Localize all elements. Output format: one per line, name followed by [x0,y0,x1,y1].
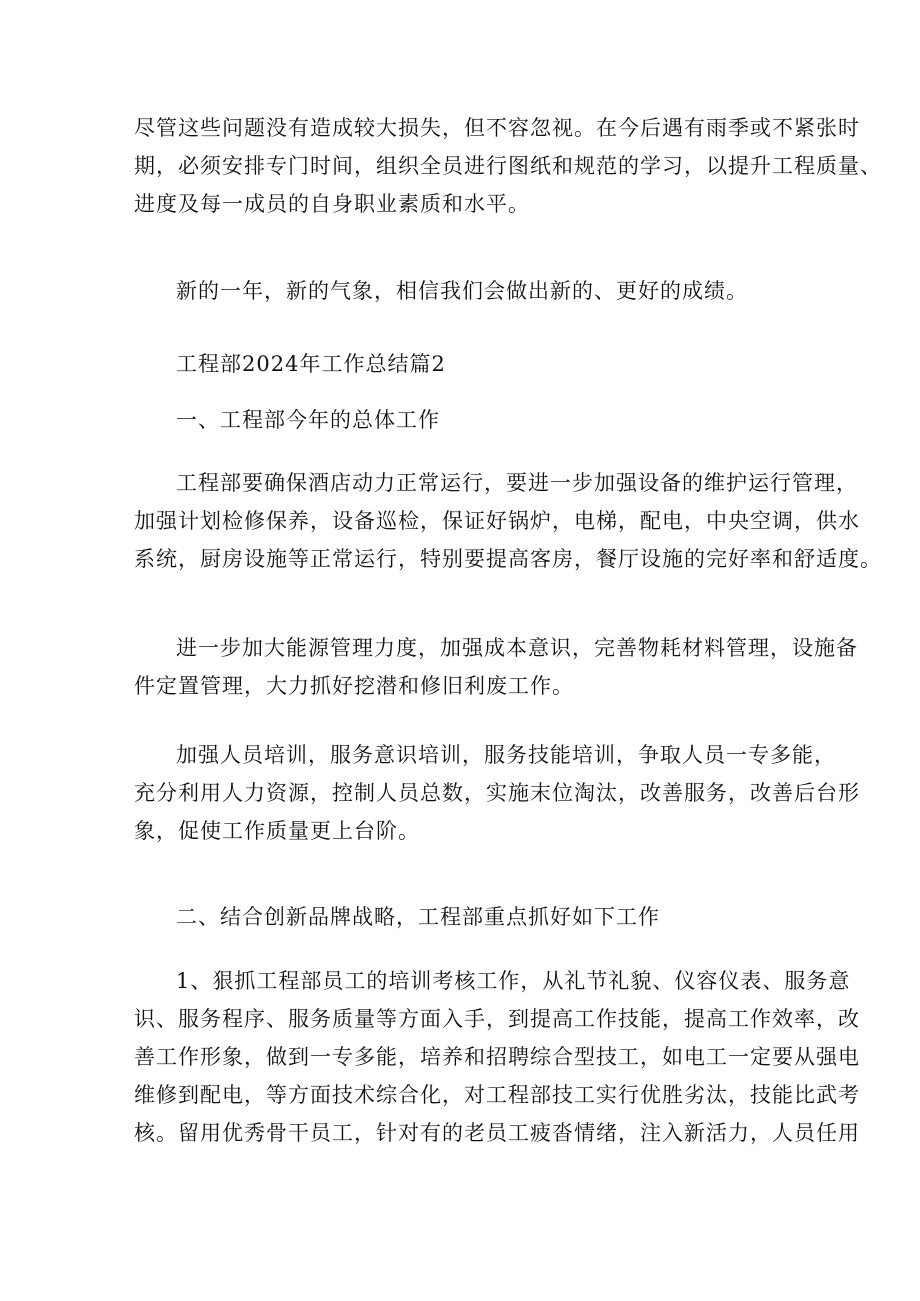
text-line: 工程部2024年工作总结篇2 [176,352,446,376]
text-line: 进度及每一成员的自身职业素质和水平。 [134,192,530,216]
text-line: 善工作形象，做到一专多能，培养和招聘综合型技工，如电工一定要从强电 [134,1045,860,1069]
text-line: 尽管这些问题没有造成较大损失，但不容忽视。在今后遇有雨季或不紧张时 [134,116,860,140]
text-line: 二、结合创新品牌战略，工程部重点抓好如下工作 [176,905,660,929]
text-line: 加强人员培训，服务意识培训，服务技能培训，争取人员一专多能， [176,743,836,767]
text-line: 件定置管理，大力抓好挖潜和修旧利废工作。 [134,674,574,698]
text-line: 加强计划检修保养，设备巡检，保证好锅炉，电梯，配电，中央空调，供水 [134,509,860,533]
paragraph-equipment [134,464,882,578]
text-line: 识、服务程序、服务质量等方面入手，到提高工作技能，提高工作效率，改 [134,1007,860,1031]
heading-key-work [134,898,836,936]
text-line: 1、狠抓工程部员工的培训考核工作，从礼节礼貌、仪容仪表、服务意 [176,969,851,993]
text-line: 核。留用优秀骨干员工，针对有的老员工疲沓情绪，注入新活力，人员任用 [134,1121,860,1145]
paragraph-new-year [134,272,836,310]
paragraph-energy [134,629,858,705]
text-line: 新的一年，新的气象，相信我们会做出新的、更好的成绩。 [176,279,748,303]
paragraph-staff-training [134,962,860,1152]
text-line: 期，必须安排专门时间，组织全员进行图纸和规范的学习，以提升工程质量、 [134,154,882,178]
text-line: 系统，厨房设施等正常运行，特别要提高客房，餐厅设施的完好率和舒适度。 [134,547,882,571]
text-line: 维修到配电，等方面技术综合化，对工程部技工实行优胜劣汰，技能比武考 [134,1083,860,1107]
text-line: 充分利用人力资源，控制人员总数，实施末位淘汰，改善服务，改善后台形 [134,781,860,805]
text-line: 工程部要确保酒店动力正常运行，要进一步加强设备的维护运行管理， [176,471,858,495]
section-title [134,345,836,383]
text-line: 进一步加大能源管理力度，加强成本意识，完善物耗材料管理，设施备 [176,636,858,660]
text-line: 一、工程部今年的总体工作 [176,408,440,432]
paragraph-issues-summary [134,109,882,223]
heading-overall-work [134,401,836,439]
paragraph-training [134,736,860,850]
text-line: 象，促使工作质量更上台阶。 [134,819,420,843]
